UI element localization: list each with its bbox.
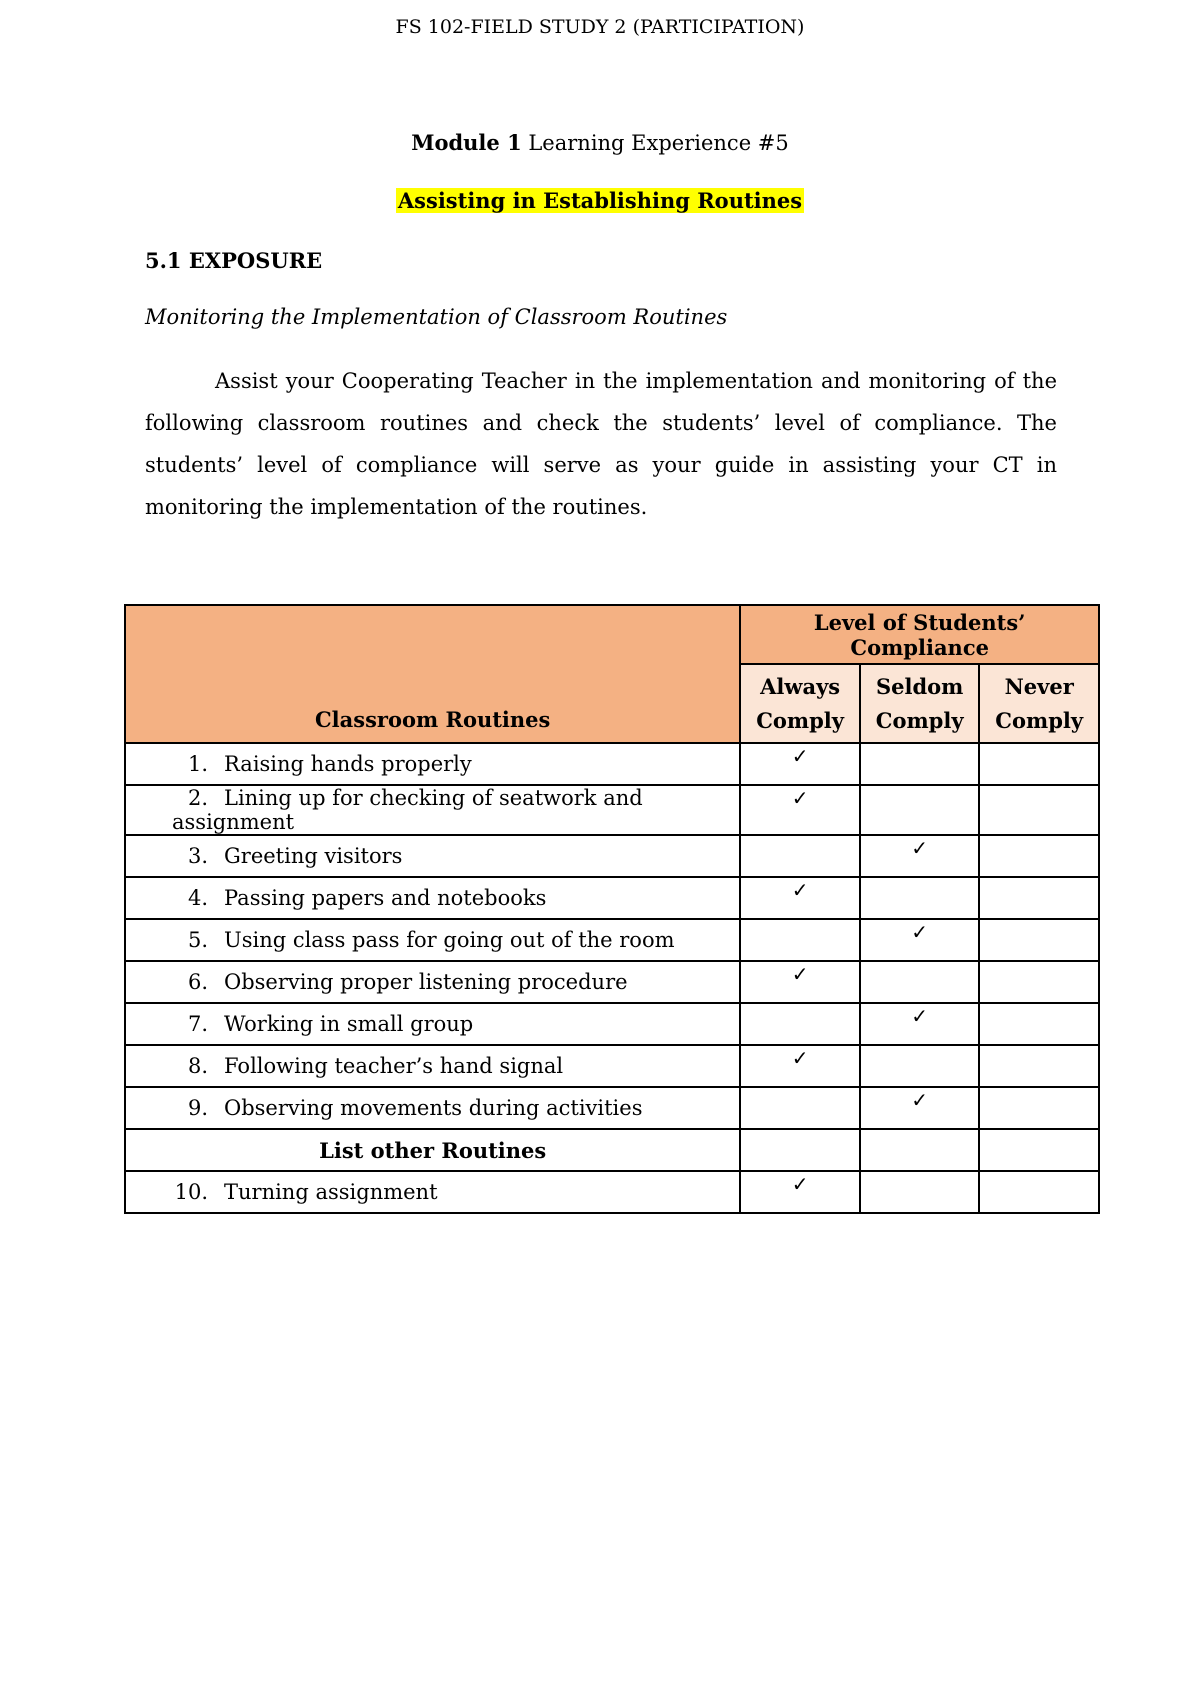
- table-row: [125, 1087, 1099, 1129]
- always-cell: [740, 1003, 860, 1045]
- always-cell: [740, 919, 860, 961]
- page-header: FS 102-FIELD STUDY 2 (PARTICIPATION): [395, 16, 805, 38]
- col-header-routines: Classroom Routines: [125, 605, 740, 743]
- lesson-subtitle: [0, 188, 1200, 213]
- never-cell: [979, 835, 1099, 877]
- never-cell: [979, 1129, 1099, 1171]
- module-title-rest: Learning Experience #5: [521, 131, 789, 155]
- always-cell: ✓: [740, 785, 860, 835]
- routine-text: Greeting visitors: [224, 844, 403, 868]
- routines-table: [124, 604, 1100, 1214]
- never-cell: [979, 1087, 1099, 1129]
- table-row: [125, 1171, 1099, 1213]
- seldom-cell: [860, 1129, 980, 1171]
- seldom-cell: ✓: [860, 835, 980, 877]
- routine-cell: [125, 1171, 740, 1213]
- routine-cell: [125, 785, 740, 835]
- routine-text: Observing movements during activities: [224, 1096, 643, 1120]
- section-heading: 5.1 EXPOSURE: [145, 248, 323, 273]
- row-number: 2.: [187, 786, 208, 810]
- routine-text: Following teacher’s hand signal: [224, 1054, 564, 1078]
- never-cell: [979, 1171, 1099, 1213]
- row-number: 9.: [187, 1096, 208, 1120]
- row-number: 6.: [187, 970, 208, 994]
- list-other-label: List other Routines: [125, 1129, 740, 1171]
- col-header-never: Never Comply: [979, 664, 1099, 743]
- always-cell: ✓: [740, 961, 860, 1003]
- seldom-cell: [860, 961, 980, 1003]
- routine-cell: [125, 919, 740, 961]
- table-row: [125, 877, 1099, 919]
- routine-cell: [125, 1045, 740, 1087]
- instructions-text: Assist your Cooperating Teacher in the implementation and monitoring of the following classroom routines and check the students’ level of compliance. The students’ level of compliance will serve as your guide in assisting your CT in monitoring the implementation of the routines.: [145, 369, 1057, 519]
- row-number: 5.: [187, 928, 208, 952]
- never-cell: [979, 785, 1099, 835]
- module-title: [0, 130, 1200, 155]
- always-cell: [740, 1129, 860, 1171]
- routine-cell: [125, 743, 740, 785]
- row-number: 10.: [174, 1180, 208, 1204]
- always-cell: ✓: [740, 743, 860, 785]
- never-cell: [979, 743, 1099, 785]
- highlighted-subtitle: Assisting in Establishing Routines: [397, 188, 803, 213]
- routine-text: Passing papers and notebooks: [224, 886, 547, 910]
- row-number: 1.: [187, 752, 208, 776]
- row-number: 7.: [187, 1012, 208, 1036]
- col-header-compliance: Level of Students’ Compliance: [740, 605, 1099, 664]
- never-cell: [979, 1045, 1099, 1087]
- never-cell: [979, 961, 1099, 1003]
- row-number: 8.: [187, 1054, 208, 1078]
- seldom-cell: ✓: [860, 1087, 980, 1129]
- seldom-cell: [860, 743, 980, 785]
- routine-text: Using class pass for going out of the room: [224, 928, 675, 952]
- table-row: [125, 743, 1099, 785]
- routine-cell: [125, 877, 740, 919]
- table-row: [125, 835, 1099, 877]
- table-row: [125, 919, 1099, 961]
- list-other-row: [125, 1129, 1099, 1171]
- table-row: [125, 1045, 1099, 1087]
- col-header-always: Always Comply: [740, 664, 860, 743]
- never-cell: [979, 1003, 1099, 1045]
- always-cell: ✓: [740, 1045, 860, 1087]
- row-number: 3.: [187, 844, 208, 868]
- table-row: [125, 961, 1099, 1003]
- always-cell: [740, 1087, 860, 1129]
- routine-text: Observing proper listening procedure: [224, 970, 628, 994]
- seldom-cell: ✓: [860, 1003, 980, 1045]
- routine-cell: [125, 1087, 740, 1129]
- never-cell: [979, 919, 1099, 961]
- activity-heading: Monitoring the Implementation of Classroom Routines: [145, 305, 728, 329]
- seldom-cell: ✓: [860, 919, 980, 961]
- table-row: [125, 785, 1099, 835]
- seldom-cell: [860, 1045, 980, 1087]
- col-header-seldom: Seldom Comply: [860, 664, 980, 743]
- routine-text: Raising hands properly: [224, 752, 472, 776]
- seldom-cell: [860, 877, 980, 919]
- routine-cell: [125, 961, 740, 1003]
- routine-text: Lining up for checking of seatwork and assignment: [172, 786, 643, 834]
- routine-text: Working in small group: [224, 1012, 474, 1036]
- instructions-paragraph: [145, 360, 1057, 528]
- row-number: 4.: [187, 886, 208, 910]
- always-cell: [740, 835, 860, 877]
- routine-cell: [125, 1003, 740, 1045]
- routine-text: Turning assignment: [224, 1180, 438, 1204]
- routine-cell: [125, 835, 740, 877]
- seldom-cell: [860, 785, 980, 835]
- table-row: [125, 1003, 1099, 1045]
- seldom-cell: [860, 1171, 980, 1213]
- module-label: Module 1: [411, 130, 522, 155]
- never-cell: [979, 877, 1099, 919]
- always-cell: ✓: [740, 1171, 860, 1213]
- always-cell: ✓: [740, 877, 860, 919]
